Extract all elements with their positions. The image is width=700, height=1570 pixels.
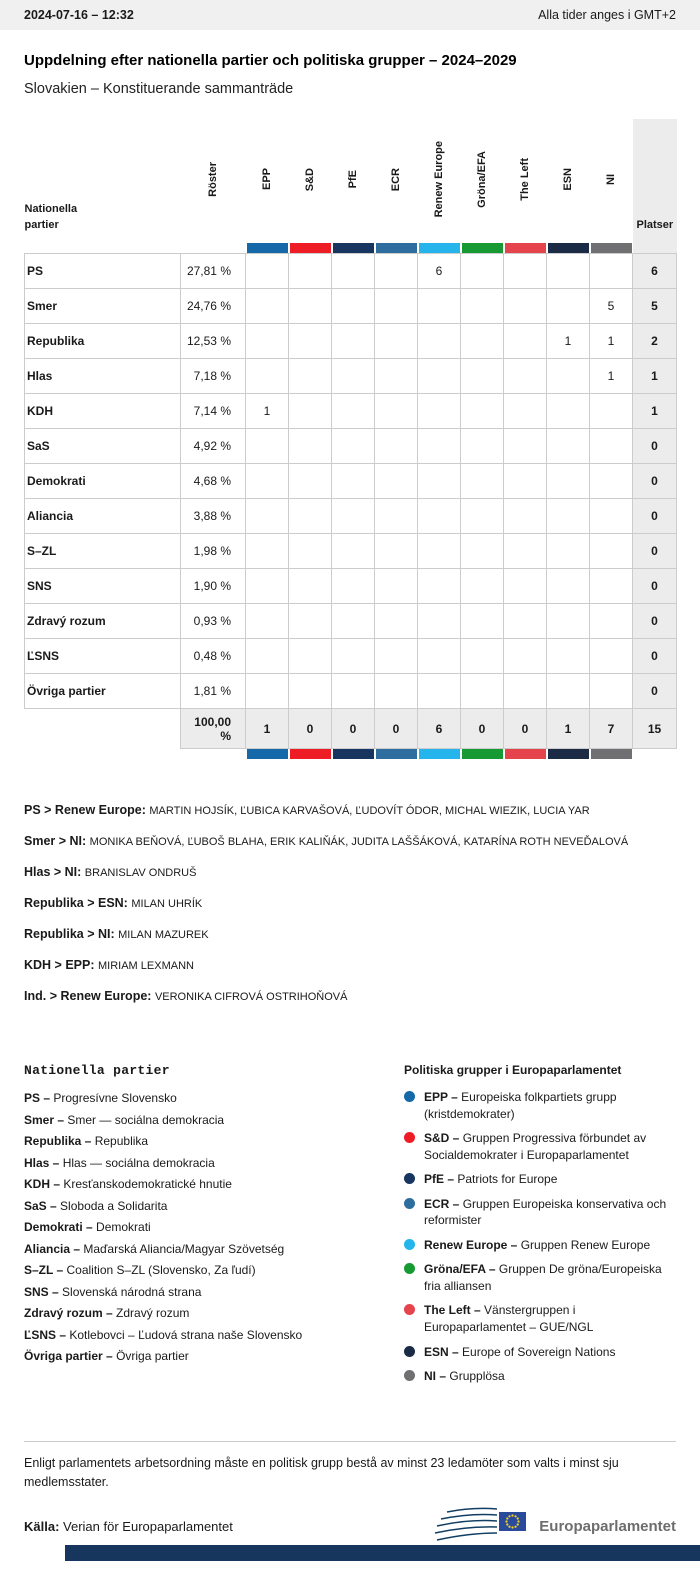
seats-cell: 1 (633, 359, 677, 394)
pfe-cell (332, 289, 375, 324)
the-left-cell (504, 289, 547, 324)
greens-efa-cell (461, 534, 504, 569)
pfe-cell (332, 254, 375, 289)
legend-item: ECR – Gruppen Europeiska konservativa och reformister (404, 1196, 676, 1229)
seats-cell: 0 (633, 534, 677, 569)
legend-item: ESN – Europe of Sovereign Nations (404, 1344, 676, 1361)
ecr-cell (375, 394, 418, 429)
esn-cell (547, 429, 590, 464)
ecr-cell (375, 639, 418, 674)
table-row (25, 534, 677, 569)
column-header-the-left: The Left (519, 158, 531, 201)
color-swatch-epp (246, 243, 289, 254)
renew-cell (418, 569, 461, 604)
the-left-cell (504, 569, 547, 604)
seats-cell: 0 (633, 569, 677, 604)
color-swatch-ni (590, 749, 633, 760)
sd-cell (289, 534, 332, 569)
total-epp-cell: 1 (246, 709, 289, 749)
votes-cell: 4,92 % (181, 429, 246, 464)
renew-cell (418, 359, 461, 394)
ecr-cell (375, 464, 418, 499)
party-name-cell: Hlas (25, 359, 181, 394)
greens-efa-cell (461, 394, 504, 429)
total-esn-cell: 1 (547, 709, 590, 749)
votes-cell: 1,90 % (181, 569, 246, 604)
the-left-cell (504, 499, 547, 534)
column-header-sd: S&D (304, 167, 316, 192)
the-left-cell (504, 324, 547, 359)
political-groups-legend (404, 1063, 676, 1393)
party-name-cell: Smer (25, 289, 181, 324)
legend-item: EPP – Europeiska folkpartiets grupp (kristdemokrater) (404, 1089, 676, 1122)
epp-cell (246, 639, 289, 674)
legend-item: Republika – Republika (24, 1134, 149, 1148)
greens-efa-cell (461, 254, 504, 289)
renew-cell (418, 464, 461, 499)
total-the-left-cell: 0 (504, 709, 547, 749)
votes-cell: 1,81 % (181, 674, 246, 709)
votes-cell: 3,88 % (181, 499, 246, 534)
table-header-row (25, 119, 677, 243)
membership-line: Republika > NI: MILAN MAZUREK (24, 927, 209, 941)
legend-item: PfE – Patriots for Europe (404, 1171, 676, 1188)
political-groups-legend-title: Politiska grupper i Europaparlamentet (404, 1063, 622, 1077)
sd-cell (289, 254, 332, 289)
legend-item: Demokrati – Demokrati (24, 1220, 151, 1234)
ni-cell (590, 569, 633, 604)
footnote: Enligt parlamentets arbetsordning måste en politisk grupp bestå av minst 23 ledamöter som valts i minst sju medlemsstater. (24, 1441, 676, 1493)
votes-cell: 4,68 % (181, 464, 246, 499)
color-swatch-sd (289, 749, 332, 760)
source-label: Källa: (24, 1518, 60, 1534)
total-greens-efa-cell: 0 (461, 709, 504, 749)
color-swatch-renew (418, 749, 461, 760)
epp-cell (246, 429, 289, 464)
color-swatch-pfe (332, 749, 375, 760)
seats-cell: 2 (633, 324, 677, 359)
sd-cell (289, 569, 332, 604)
esn-cell (547, 674, 590, 709)
renew-cell (418, 394, 461, 429)
pfe-cell (332, 499, 375, 534)
ecr-cell (375, 569, 418, 604)
greens-efa-cell (461, 639, 504, 674)
ecr-cell (375, 289, 418, 324)
bottom-accent-bar (65, 1545, 700, 1561)
color-swatch-ni (590, 243, 633, 254)
sd-cell (289, 429, 332, 464)
logo-text: Europaparlamentet (539, 1517, 676, 1535)
column-header-votes: Röster (207, 162, 219, 197)
epp-cell (246, 359, 289, 394)
eu-flag-icon (499, 1512, 526, 1531)
table-row (25, 324, 677, 359)
pfe-cell (332, 534, 375, 569)
total-pfe-cell: 0 (332, 709, 375, 749)
greens-efa-cell (461, 604, 504, 639)
the-left-cell (504, 254, 547, 289)
column-header-ni: NI (605, 174, 617, 185)
votes-cell: 7,14 % (181, 394, 246, 429)
sd-cell (289, 324, 332, 359)
the-left-cell (504, 604, 547, 639)
esn-cell (547, 639, 590, 674)
sd-cell (289, 499, 332, 534)
epp-cell (246, 324, 289, 359)
pfe-cell (332, 674, 375, 709)
the-left-cell (504, 429, 547, 464)
pfe-cell (332, 639, 375, 674)
group-color-bar-bottom (25, 749, 677, 760)
total-votes-cell: 100,00 % (181, 709, 246, 749)
page-subtitle: Slovakien – Konstituerande sammanträde (24, 81, 294, 97)
color-swatch-greens-efa (461, 749, 504, 760)
legend-item: Aliancia – Maďarská Aliancia/Magyar Szövetség (24, 1241, 285, 1256)
the-left-cell (504, 534, 547, 569)
sd-cell (289, 674, 332, 709)
seats-cell: 1 (633, 394, 677, 429)
party-name-cell: S–ZL (25, 534, 181, 569)
color-swatch-esn (547, 243, 590, 254)
esn-cell: 1 (547, 324, 590, 359)
renew-cell (418, 499, 461, 534)
membership-line: Smer > NI: MONIKA BEŇOVÁ, ĽUBOŠ BLAHA, ERIK KALIŇÁK, JUDITA LAŠŠÁKOVÁ, KATARÍNA ROTH NEVEĎALOVÁ (24, 834, 629, 848)
top-meta-bar (0, 0, 700, 30)
seats-cell: 0 (633, 674, 677, 709)
datetime-label: 2024-07-16 – 12:32 (24, 8, 134, 22)
sd-cell (289, 289, 332, 324)
ni-cell (590, 604, 633, 639)
legend-item: Zdravý rozum – Zdravý rozum (24, 1306, 190, 1320)
seats-cell: 0 (633, 499, 677, 534)
color-swatch-pfe (332, 243, 375, 254)
esn-cell (547, 464, 590, 499)
party-name-cell: ĽSNS (25, 639, 181, 674)
pfe-cell (332, 394, 375, 429)
greens-efa-cell (461, 569, 504, 604)
esn-cell (547, 534, 590, 569)
color-swatch-sd (289, 243, 332, 254)
sd-cell (289, 359, 332, 394)
epp-cell (246, 604, 289, 639)
hemicycle-icon (433, 1504, 533, 1548)
membership-line: Ind. > Renew Europe: VERONIKA CIFROVÁ OSTRIHOŇOVÁ (24, 989, 348, 1003)
ni-cell (590, 639, 633, 674)
epp-cell (246, 464, 289, 499)
table-row (25, 464, 677, 499)
esn-cell (547, 604, 590, 639)
ecr-cell (375, 324, 418, 359)
sd-cell (289, 464, 332, 499)
epp-cell: 1 (246, 394, 289, 429)
color-swatch-esn (547, 749, 590, 760)
pfe-cell (332, 604, 375, 639)
timezone-note: Alla tider anges i GMT+2 (538, 8, 676, 22)
total-sd-cell: 0 (289, 709, 332, 749)
national-parties-legend-title: Nationella partier (24, 1063, 170, 1078)
epp-cell (246, 254, 289, 289)
greens-efa-cell (461, 429, 504, 464)
total-seats-cell: 15 (633, 709, 677, 749)
legend-item: Smer – Smer — sociálna demokracia (24, 1112, 225, 1127)
pfe-cell (332, 429, 375, 464)
membership-line: Republika > ESN: MILAN UHRÍK (24, 896, 203, 910)
greens-efa-cell (461, 674, 504, 709)
legend-item: SaS – Sloboda a Solidarita (24, 1198, 168, 1213)
ni-cell (590, 254, 633, 289)
column-header-pfe: PfE (347, 170, 359, 189)
color-swatch-the-left (504, 749, 547, 760)
table-row (25, 604, 677, 639)
ni-cell (590, 674, 633, 709)
color-swatch-epp (246, 749, 289, 760)
renew-cell (418, 604, 461, 639)
ni-cell: 5 (590, 289, 633, 324)
column-header-greens-efa: Gröna/EFA (476, 151, 488, 208)
ni-cell (590, 429, 633, 464)
the-left-cell (504, 639, 547, 674)
legend-item: PS – Progresívne Slovensko (24, 1091, 177, 1105)
group-color-dot (404, 1346, 415, 1357)
page-title: Uppdelning efter nationella partier och politiska grupper – 2024–2029 (24, 52, 517, 69)
group-color-dot (404, 1304, 415, 1315)
esn-cell (547, 569, 590, 604)
legend-item: S–ZL – Coalition S–ZL (Slovensko, Za ľudí) (24, 1263, 256, 1277)
ni-cell (590, 464, 633, 499)
seats-cell: 0 (633, 604, 677, 639)
votes-cell: 0,48 % (181, 639, 246, 674)
sd-cell (289, 604, 332, 639)
table-row (25, 674, 677, 709)
ecr-cell (375, 534, 418, 569)
esn-cell (547, 359, 590, 394)
renew-cell (418, 639, 461, 674)
national-parties-legend (24, 1063, 404, 1393)
pfe-cell (332, 359, 375, 394)
color-swatch-ecr (375, 243, 418, 254)
votes-cell: 24,76 % (181, 289, 246, 324)
results-table (24, 119, 677, 759)
the-left-cell (504, 394, 547, 429)
group-color-dot (404, 1263, 415, 1274)
pfe-cell (332, 569, 375, 604)
source-text: Verian för Europaparlamentet (63, 1518, 233, 1534)
greens-efa-cell (461, 464, 504, 499)
ni-cell: 1 (590, 359, 633, 394)
group-color-dot (404, 1370, 415, 1381)
table-row (25, 394, 677, 429)
renew-cell (418, 429, 461, 464)
color-swatch-ecr (375, 749, 418, 760)
ni-cell (590, 394, 633, 429)
ecr-cell (375, 429, 418, 464)
seats-cell: 0 (633, 464, 677, 499)
party-name-cell: Republika (25, 324, 181, 359)
party-name-cell: Demokrati (25, 464, 181, 499)
votes-cell: 7,18 % (181, 359, 246, 394)
membership-line: Hlas > NI: BRANISLAV ONDRUŠ (24, 865, 197, 879)
total-renew-cell: 6 (418, 709, 461, 749)
group-color-dot (404, 1132, 415, 1143)
legend-item: The Left – Vänstergruppen i Europaparlamentet – GUE/NGL (404, 1302, 676, 1335)
legend-item: Övriga partier – Övriga partier (24, 1349, 189, 1363)
legend-item: SNS – Slovenská národná strana (24, 1284, 202, 1299)
epp-cell (246, 674, 289, 709)
group-color-dot (404, 1173, 415, 1184)
legend-item: S&D – Gruppen Progressiva förbundet av Socialdemokrater i Europaparlamentet (404, 1130, 676, 1163)
color-swatch-the-left (504, 243, 547, 254)
greens-efa-cell (461, 359, 504, 394)
column-header-national-parties: Nationella partier (24, 203, 78, 231)
ecr-cell (375, 359, 418, 394)
greens-efa-cell (461, 324, 504, 359)
party-name-cell: SaS (25, 429, 181, 464)
column-header-epp: EPP (261, 168, 273, 191)
column-header-esn: ESN (562, 168, 574, 191)
renew-cell (418, 674, 461, 709)
ecr-cell (375, 499, 418, 534)
membership-line: KDH > EPP: MIRIAM LEXMANN (24, 958, 194, 972)
renew-cell (418, 534, 461, 569)
epp-cell (246, 499, 289, 534)
legend-item: Hlas – Hlas — sociálna demokracia (24, 1155, 215, 1170)
group-color-bar-top (25, 243, 677, 254)
column-header-renew: Renew Europe (433, 141, 445, 218)
renew-cell (418, 324, 461, 359)
party-name-cell: Zdravý rozum (25, 604, 181, 639)
the-left-cell (504, 674, 547, 709)
group-color-dot (404, 1198, 415, 1209)
epp-cell (246, 534, 289, 569)
renew-cell: 6 (418, 254, 461, 289)
column-header-ecr: ECR (390, 167, 402, 192)
table-row (25, 289, 677, 324)
seats-cell: 6 (633, 254, 677, 289)
the-left-cell (504, 359, 547, 394)
total-ni-cell: 7 (590, 709, 633, 749)
group-color-dot (404, 1091, 415, 1102)
table-row (25, 639, 677, 674)
ep-logo (433, 1504, 676, 1548)
seats-cell: 0 (633, 639, 677, 674)
party-name-cell: Aliancia (25, 499, 181, 534)
party-name-cell: KDH (25, 394, 181, 429)
seats-cell: 0 (633, 429, 677, 464)
pfe-cell (332, 464, 375, 499)
ecr-cell (375, 254, 418, 289)
pfe-cell (332, 324, 375, 359)
party-name-cell: SNS (25, 569, 181, 604)
table-row (25, 569, 677, 604)
party-name-cell: Övriga partier (25, 674, 181, 709)
legend-item: Gröna/EFA – Gruppen De gröna/Europeiska fria alliansen (404, 1261, 676, 1294)
table-total-row (25, 709, 677, 749)
color-swatch-greens-efa (461, 243, 504, 254)
table-row (25, 499, 677, 534)
greens-efa-cell (461, 289, 504, 324)
the-left-cell (504, 464, 547, 499)
membership-line: PS > Renew Europe: MARTIN HOJSÍK, ĽUBICA KARVAŠOVÁ, ĽUDOVÍT ÓDOR, MICHAL WIEZIK, LUCIA YAR (24, 803, 590, 817)
votes-cell: 0,93 % (181, 604, 246, 639)
table-row (25, 254, 677, 289)
greens-efa-cell (461, 499, 504, 534)
renew-cell (418, 289, 461, 324)
esn-cell (547, 499, 590, 534)
epp-cell (246, 289, 289, 324)
ni-cell (590, 499, 633, 534)
table-row (25, 359, 677, 394)
ni-cell (590, 534, 633, 569)
source-line (24, 1519, 233, 1534)
ecr-cell (375, 674, 418, 709)
party-name-cell: PS (25, 254, 181, 289)
legend-item: KDH – Kresťanskodemokratické hnutie (24, 1177, 232, 1191)
legend-item: ĽSNS – Kotlebovci – Ľudová strana naše Slovensko (24, 1327, 303, 1342)
sd-cell (289, 394, 332, 429)
sd-cell (289, 639, 332, 674)
ecr-cell (375, 604, 418, 639)
membership-list (24, 803, 676, 1003)
votes-cell: 1,98 % (181, 534, 246, 569)
ni-cell: 1 (590, 324, 633, 359)
legend-item: Renew Europe – Gruppen Renew Europe (404, 1237, 676, 1254)
esn-cell (547, 394, 590, 429)
group-color-dot (404, 1239, 415, 1250)
column-header-seats: Platser (633, 119, 677, 243)
total-ecr-cell: 0 (375, 709, 418, 749)
color-swatch-renew (418, 243, 461, 254)
table-row (25, 429, 677, 464)
esn-cell (547, 289, 590, 324)
votes-cell: 12,53 % (181, 324, 246, 359)
esn-cell (547, 254, 590, 289)
seats-cell: 5 (633, 289, 677, 324)
epp-cell (246, 569, 289, 604)
legend-item: NI – Grupplösa (404, 1368, 676, 1385)
votes-cell: 27,81 % (181, 254, 246, 289)
